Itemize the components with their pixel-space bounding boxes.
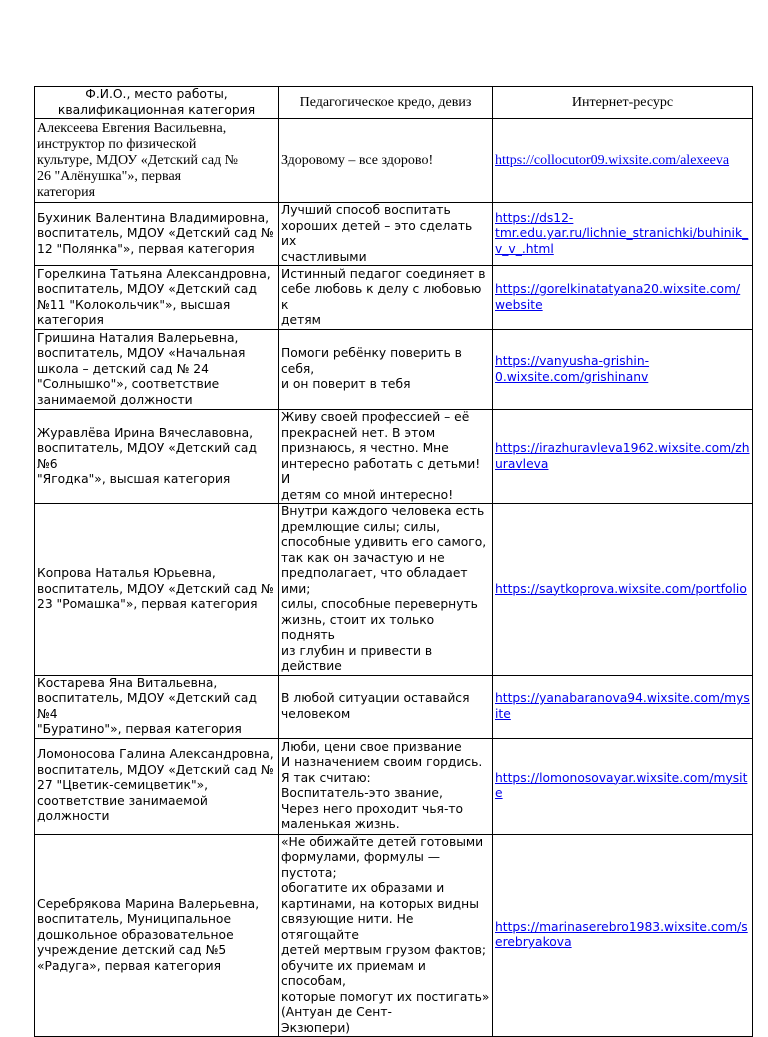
motto-cell: Лучший способ воспитать хороших детей – это сделать их счастливыми	[279, 203, 493, 266]
name-cell: Бухиник Валентина Владимировна, воспитатель, МДОУ «Детский сад № 12 "Полянка"», первая категория	[35, 203, 279, 266]
link-cell	[493, 738, 753, 834]
table-row	[35, 266, 753, 330]
motto-cell: Люби, цени свое призвание И назначением своим гордись. Я так считаю: Воспитатель-это звание, Через него проходит чья-то маленькая жизнь.	[279, 738, 493, 834]
motto-cell: Живу своей профессией – её прекрасней нет. В этом признаюсь, я честно. Мне интересно работать с детьми! И детям со мной интересно!	[279, 410, 493, 504]
table-row	[35, 675, 753, 738]
name-cell: Горелкина Татьяна Александровна, воспитатель, МДОУ «Детский сад №11 "Колокольчик"», высшая категория	[35, 266, 279, 330]
name-cell: Журавлёва Ирина Вячеславовна, воспитатель, МДОУ «Детский сад №6 "Ягодка"», высшая категория	[35, 410, 279, 504]
link-cell	[493, 266, 753, 330]
motto-cell: Истинный педагог соединяет в себе любовь к делу с любовью к детям	[279, 266, 493, 330]
header-row	[35, 87, 753, 119]
header-motto-cell: Педагогическое кредо, девиз	[279, 87, 493, 119]
table-row	[35, 834, 753, 1037]
name-cell: Серебрякова Марина Валерьевна, воспитатель, Муниципальное дошкольное образовательное учреждение детский сад №5 «Радуга», первая категория	[35, 834, 279, 1037]
link-cell	[493, 675, 753, 738]
resource-link[interactable]: https://lomonosovayar.wixsite.com/mysite	[495, 770, 748, 800]
header-name-cell: Ф.И.О., место работы, квалификационная категория	[35, 87, 279, 119]
link-cell	[493, 410, 753, 504]
table-row	[35, 330, 753, 410]
name-cell: Ломоносова Галина Александровна, воспитатель, МДОУ «Детский сад № 27 "Цветик-семицветик"», соответствие занимаемой должности	[35, 738, 279, 834]
table-row	[35, 203, 753, 266]
resource-link[interactable]: https://vanyusha-grishin-0.wixsite.com/grishinanv	[495, 354, 650, 384]
motto-cell: Помоги ребёнку поверить в себя, и он поверит в тебя	[279, 330, 493, 410]
table-row	[35, 738, 753, 834]
resource-link[interactable]: https://marinaserebro1983.wixsite.com/serebryakova	[495, 919, 748, 950]
link-cell	[493, 119, 753, 203]
table-row	[35, 119, 753, 203]
resource-link[interactable]: https://irazhuravleva1962.wixsite.com/zhuravleva	[495, 441, 750, 471]
resource-link[interactable]: https://gorelkinatatyana20.wixsite.com/website	[495, 282, 741, 312]
link-cell	[493, 203, 753, 266]
pedagogues-table	[34, 86, 753, 1037]
motto-cell: В любой ситуации оставайся человеком	[279, 675, 493, 738]
name-cell: Алексеева Евгения Васильевна, инструктор по физической культуре, МДОУ «Детский сад № 26 "Алёнушка"», первая категория	[35, 119, 279, 203]
name-cell: Копрова Наталья Юрьевна, воспитатель, МДОУ «Детский сад № 23 "Ромашка"», первая категория	[35, 504, 279, 676]
resource-link[interactable]: https://collocutor09.wixsite.com/alexeeva	[495, 152, 730, 168]
table-row	[35, 410, 753, 504]
motto-cell: «Не обижайте детей готовыми формулами, формулы — пустота; обогатите их образами и картинами, на которых видны связующие нити. Не отягощайте детей мертвым грузом фактов; обучите их приемам и способам, которые помогут их постигать» (Антуан де Сент- Экзюпери)	[279, 834, 493, 1037]
resource-link[interactable]: https://saytkoprova.wixsite.com/portfolio	[495, 581, 747, 596]
motto-cell: Внутри каждого человека есть дремлющие силы; силы, способные удивить его самого, так как он зачастую и не предполагает, что обладает ими; силы, способные перевернуть жизнь, стоит их только поднять из глубин и привести в действие	[279, 504, 493, 676]
header-link-cell: Интернет-ресурс	[493, 87, 753, 119]
table-row	[35, 504, 753, 676]
name-cell: Костарева Яна Витальевна, воспитатель, МДОУ «Детский сад №4 "Буратино"», первая категория	[35, 675, 279, 738]
name-cell: Гришина Наталия Валерьевна, воспитатель, МДОУ «Начальная школа – детский сад № 24 "Солнышко"», соответствие занимаемой должности	[35, 330, 279, 410]
link-cell	[493, 504, 753, 676]
link-cell	[493, 330, 753, 410]
resource-link[interactable]: https://ds12-tmr.edu.yar.ru/lichnie_stranichki/buhinik_v_v_.html	[495, 210, 749, 256]
motto-cell: Здоровому – все здорово!	[279, 119, 493, 203]
resource-link[interactable]: https://yanabaranova94.wixsite.com/mysite	[495, 691, 750, 721]
link-cell	[493, 834, 753, 1037]
